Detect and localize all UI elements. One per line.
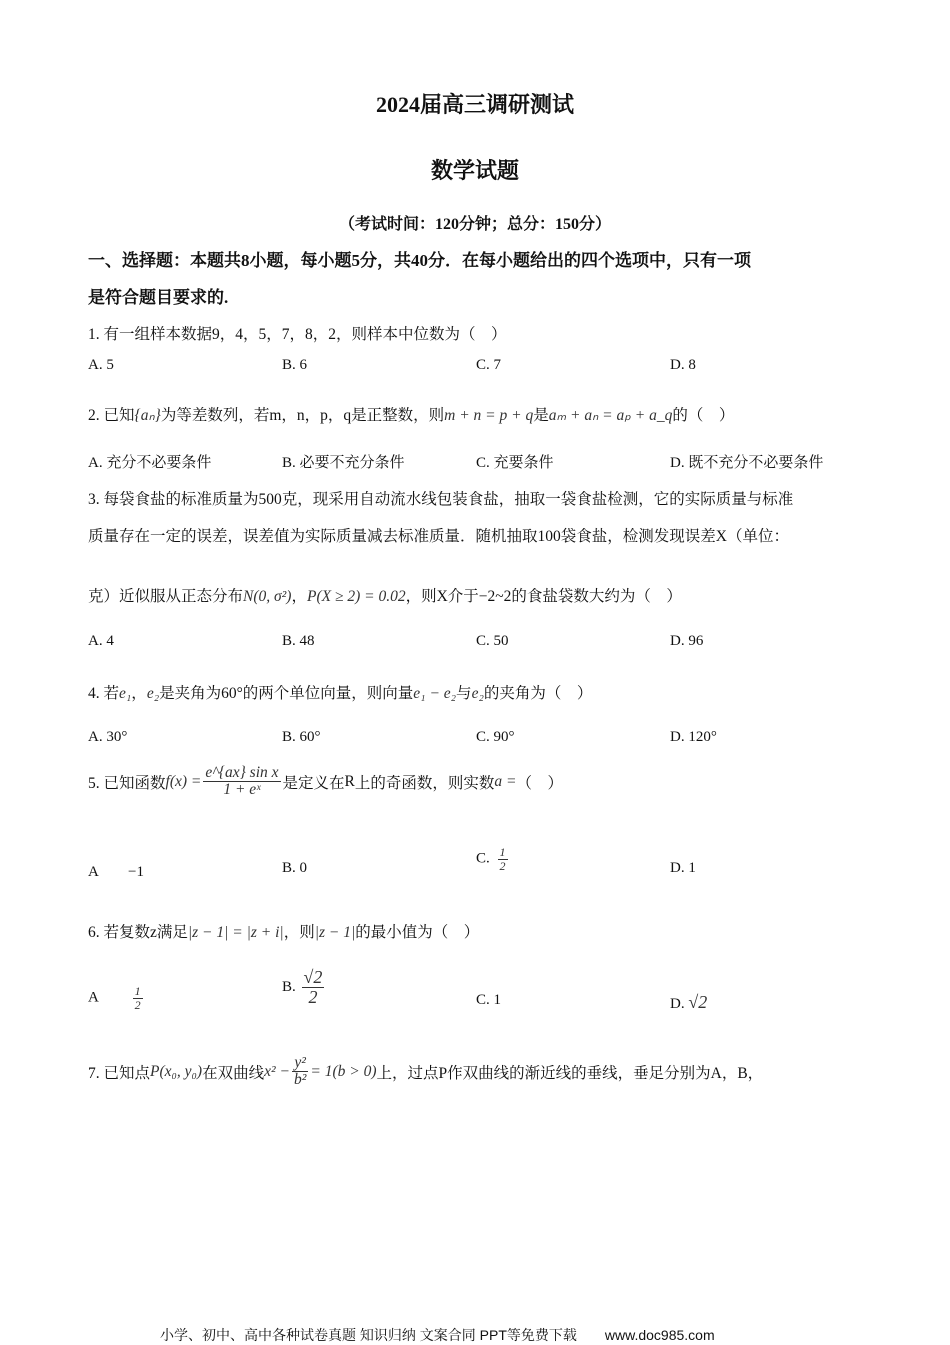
question-6-option-d: D. √2: [670, 992, 708, 1012]
question-2-option-a: A. 充分不必要条件: [88, 455, 212, 471]
question-1-option-d: D. 8: [670, 357, 696, 373]
question-4-option-c: C. 90°: [476, 729, 515, 745]
question-4-stem: 4. 若e₁，e₂是夹角为60°的两个单位向量，则向量e₁ − e₂与e₂的夹角为（ ）: [88, 685, 593, 702]
question-3-option-a: A. 4: [88, 633, 114, 649]
question-3-stem-line1: 3. 每袋食盐的标准质量为500克，现采用自动流水线包装食盐，抽取一袋食盐检测，它的实际质量与标准: [88, 491, 794, 508]
question-3-stem-line2: 质量存在一定的误差，误差值为实际质量减去标准质量．随机抽取100袋食盐，检测发现误差X（单位：: [88, 528, 789, 545]
section-heading: 一、选择题：本题共8小题，每小题5分，共40分．在每小题给出的四个选项中，只有一项: [88, 251, 751, 270]
section-heading-line2: 是符合题目要求的.: [88, 288, 229, 307]
exam-info: （考试时间：120分钟；总分：150分）: [338, 216, 611, 233]
question-6-stem: 6. 若复数z满足|z − 1| = |z + i|，则|z − 1|的最小值为（ ）: [88, 924, 480, 941]
question-5-option-c: C. $\frac{1}{2}$: [476, 845, 506, 873]
question-1-option-c: C. 7: [476, 357, 502, 373]
question-1-stem: 1. 有一组样本数据9，4，5，7，8，2，则样本中位数为（ ）: [88, 326, 507, 343]
question-4-option-b: B. 60°: [282, 729, 321, 745]
question-3-option-b: B. 48: [282, 633, 315, 649]
question-5-option-b: B. 0: [282, 860, 308, 876]
question-2-stem: 2. 已知{aₙ}为等差数列，若m，n，p，q是正整数，则m + n = p + q是aₘ + aₙ = aₚ + a_q的（ ）: [88, 407, 735, 424]
question-3-stem-line3: 克）近似服从正态分布N(0, σ²)，P(X ≥ 2) = 0.02，则X介于−2~2的食盐袋数大约为（ ）: [88, 588, 682, 605]
question-1-option-b: B. 6: [282, 357, 308, 373]
question-6-option-a: A $\frac{1}{2}$: [88, 984, 141, 1012]
question-3-option-d: D. 96: [670, 633, 704, 649]
question-7-stem: 7. 已知点P(x₀, y₀)在双曲线x² − $\frac{\text{y²}}{\text{b²}}$ = 1(b > 0)上，过点P作双曲线的渐近线的垂线，垂足分别为A，B，: [88, 1054, 764, 1089]
question-5-fraction: $\frac{\text{e\textasciicircum{}\{ax\} sin x}}{\text{1 + eˣ}}$: [205, 764, 279, 799]
question-5-stem: 5. 已知函数f(x) = $\frac{\text{e\textasciicircum{}\{ax\} sin x}}{\text{1 + eˣ}}$ 是定义在R上的奇函数，则实数a =（ ）: [88, 764, 564, 799]
question-2-option-b: B. 必要不充分条件: [282, 455, 405, 471]
question-4-option-a: A. 30°: [88, 729, 128, 745]
page-subtitle: 数学试题: [430, 158, 519, 183]
question-1-option-a: A. 5: [88, 357, 114, 373]
footer-text: 小学、初中、高中各种试卷真题 知识归纳 文案合同 PPT等免费下载 www.doc985.com: [160, 1327, 715, 1343]
question-2-option-c: C. 充要条件: [476, 455, 554, 471]
question-2-option-d: D. 既不充分不必要条件: [670, 455, 824, 471]
question-5-option-a: A −1: [88, 864, 144, 880]
question-5-option-d: D. 1: [670, 860, 696, 876]
question-4-option-d: D. 120°: [670, 729, 717, 745]
page-title: 2024届高三调研测试: [375, 92, 574, 117]
question-6-option-b: B. $\frac{√2}{2}$: [282, 967, 323, 1007]
question-3-option-c: C. 50: [476, 633, 509, 649]
question-6-option-c: C. 1: [476, 992, 502, 1008]
